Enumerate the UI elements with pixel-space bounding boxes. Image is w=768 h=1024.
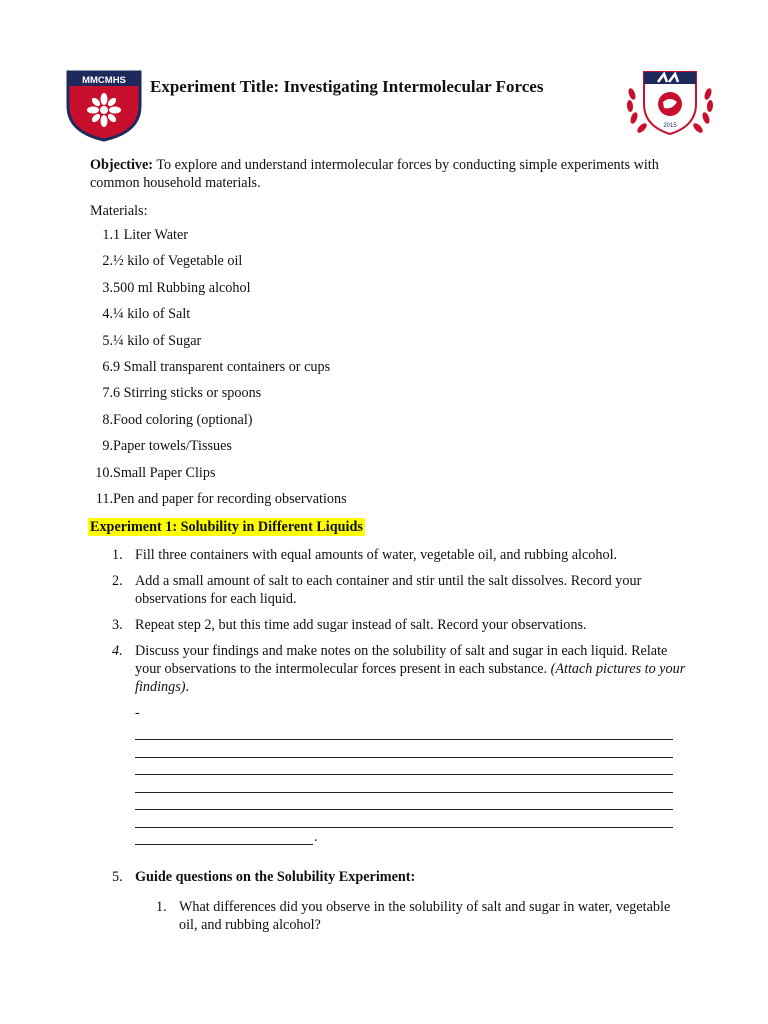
list-item <box>90 358 690 384</box>
step-item <box>90 616 690 634</box>
list-item <box>90 226 690 252</box>
answer-line[interactable] <box>135 829 313 845</box>
list-number: 4. <box>102 306 113 323</box>
answer-lines[interactable] <box>135 704 690 846</box>
list-number: 1. <box>102 227 113 243</box>
step-number: 3. <box>112 617 123 634</box>
objective-label: Objective: <box>90 157 154 173</box>
step-text-with-note <box>135 642 690 696</box>
list-number: 5. <box>102 332 113 349</box>
experiment-1-heading: Experiment 1: Solubility in Different Liquids <box>90 519 363 536</box>
list-item <box>90 490 690 516</box>
material-text: 500 ml Rubbing alcohol <box>113 279 251 296</box>
objective <box>90 156 690 192</box>
list-item <box>90 332 690 358</box>
experiment-title: Experiment Title: Investigating Intermolecular Forces <box>150 77 544 96</box>
laurel-seal-logo <box>620 66 720 138</box>
step-text: Fill three containers with equal amounts of water, vegetable oil, and rubbing alcohol. <box>135 547 618 564</box>
list-item <box>90 252 690 278</box>
step-number: 5. <box>112 869 123 886</box>
worksheet-body <box>90 156 690 934</box>
question-text: What differences did you observe in the solubility of salt and sugar in water, vegetable oil, and rubbing alcohol? <box>179 899 671 934</box>
list-number: 7. <box>102 385 113 402</box>
answer-line[interactable] <box>135 724 673 740</box>
list-number: 11. <box>95 490 113 507</box>
seal-year-text: 2015 <box>663 123 677 129</box>
list-number: 2. <box>102 253 113 270</box>
step-text: Repeat step 2, but this time add sugar instead of salt. Record your observations. <box>135 617 587 634</box>
list-item <box>90 384 690 410</box>
list-item <box>90 279 690 305</box>
material-text: ¼ kilo of Salt <box>113 306 191 323</box>
step-text: Discuss your findings and make notes on the solubility of salt and sugar in each liquid. Relate your observations to the intermolecular forces present in each substance. <box>135 643 668 678</box>
step-item <box>90 572 690 608</box>
list-item <box>90 437 690 463</box>
step-number: 2. <box>112 573 123 590</box>
objective-text: To explore and understand intermolecular forces by conducting simple experiments with common household materials. <box>90 157 659 191</box>
step-text: Add a small amount of salt to each container and stir until the salt dissolves. Record your observations for each liquid. <box>135 573 642 608</box>
answer-period: . <box>314 829 318 846</box>
step-item <box>90 642 690 696</box>
question-number: 1. <box>156 899 167 916</box>
experiment-1-steps <box>90 546 690 696</box>
material-text: ¼ kilo of Sugar <box>113 332 202 349</box>
guide-label: Guide questions on the Solubility Experiment: <box>135 869 416 886</box>
material-text: Paper towels/Tissues <box>113 438 232 455</box>
guide-questions-heading <box>90 868 690 886</box>
material-text: 1 Liter Water <box>113 227 189 243</box>
answer-line[interactable] <box>135 742 673 758</box>
answer-last-row <box>135 829 690 846</box>
materials-label: Materials: <box>90 203 148 219</box>
material-text: ½ kilo of Vegetable oil <box>113 253 243 270</box>
step-number: 4. <box>112 643 123 660</box>
materials-list <box>90 226 690 516</box>
answer-line[interactable] <box>135 794 673 810</box>
list-item <box>90 305 690 331</box>
list-number: 6. <box>102 358 113 375</box>
answer-dash: - <box>135 705 140 722</box>
school-crest-logo <box>62 66 146 142</box>
crest-text: MMCMHS <box>82 75 126 86</box>
material-text: Food coloring (optional) <box>113 411 253 428</box>
material-text: Small Paper Clips <box>113 464 216 481</box>
step-item <box>90 546 690 564</box>
material-text: 9 Small transparent containers or cups <box>113 358 331 375</box>
material-text: Pen and paper for recording observations <box>113 490 347 507</box>
list-number: 10. <box>95 464 113 481</box>
answer-line[interactable] <box>135 777 673 793</box>
attach-note: (Attach pictures to your findings) <box>135 661 686 696</box>
list-number: 3. <box>102 279 113 296</box>
list-number: 9. <box>102 438 113 455</box>
material-text: 6 Stirring sticks or spoons <box>113 385 262 402</box>
step-number: 1. <box>112 547 123 564</box>
step-text-end: . <box>185 679 189 696</box>
guide-question <box>135 898 690 934</box>
list-number: 8. <box>102 411 113 428</box>
answer-line[interactable] <box>135 759 673 775</box>
list-item <box>90 411 690 437</box>
answer-line[interactable] <box>135 812 673 828</box>
list-item <box>90 464 690 490</box>
